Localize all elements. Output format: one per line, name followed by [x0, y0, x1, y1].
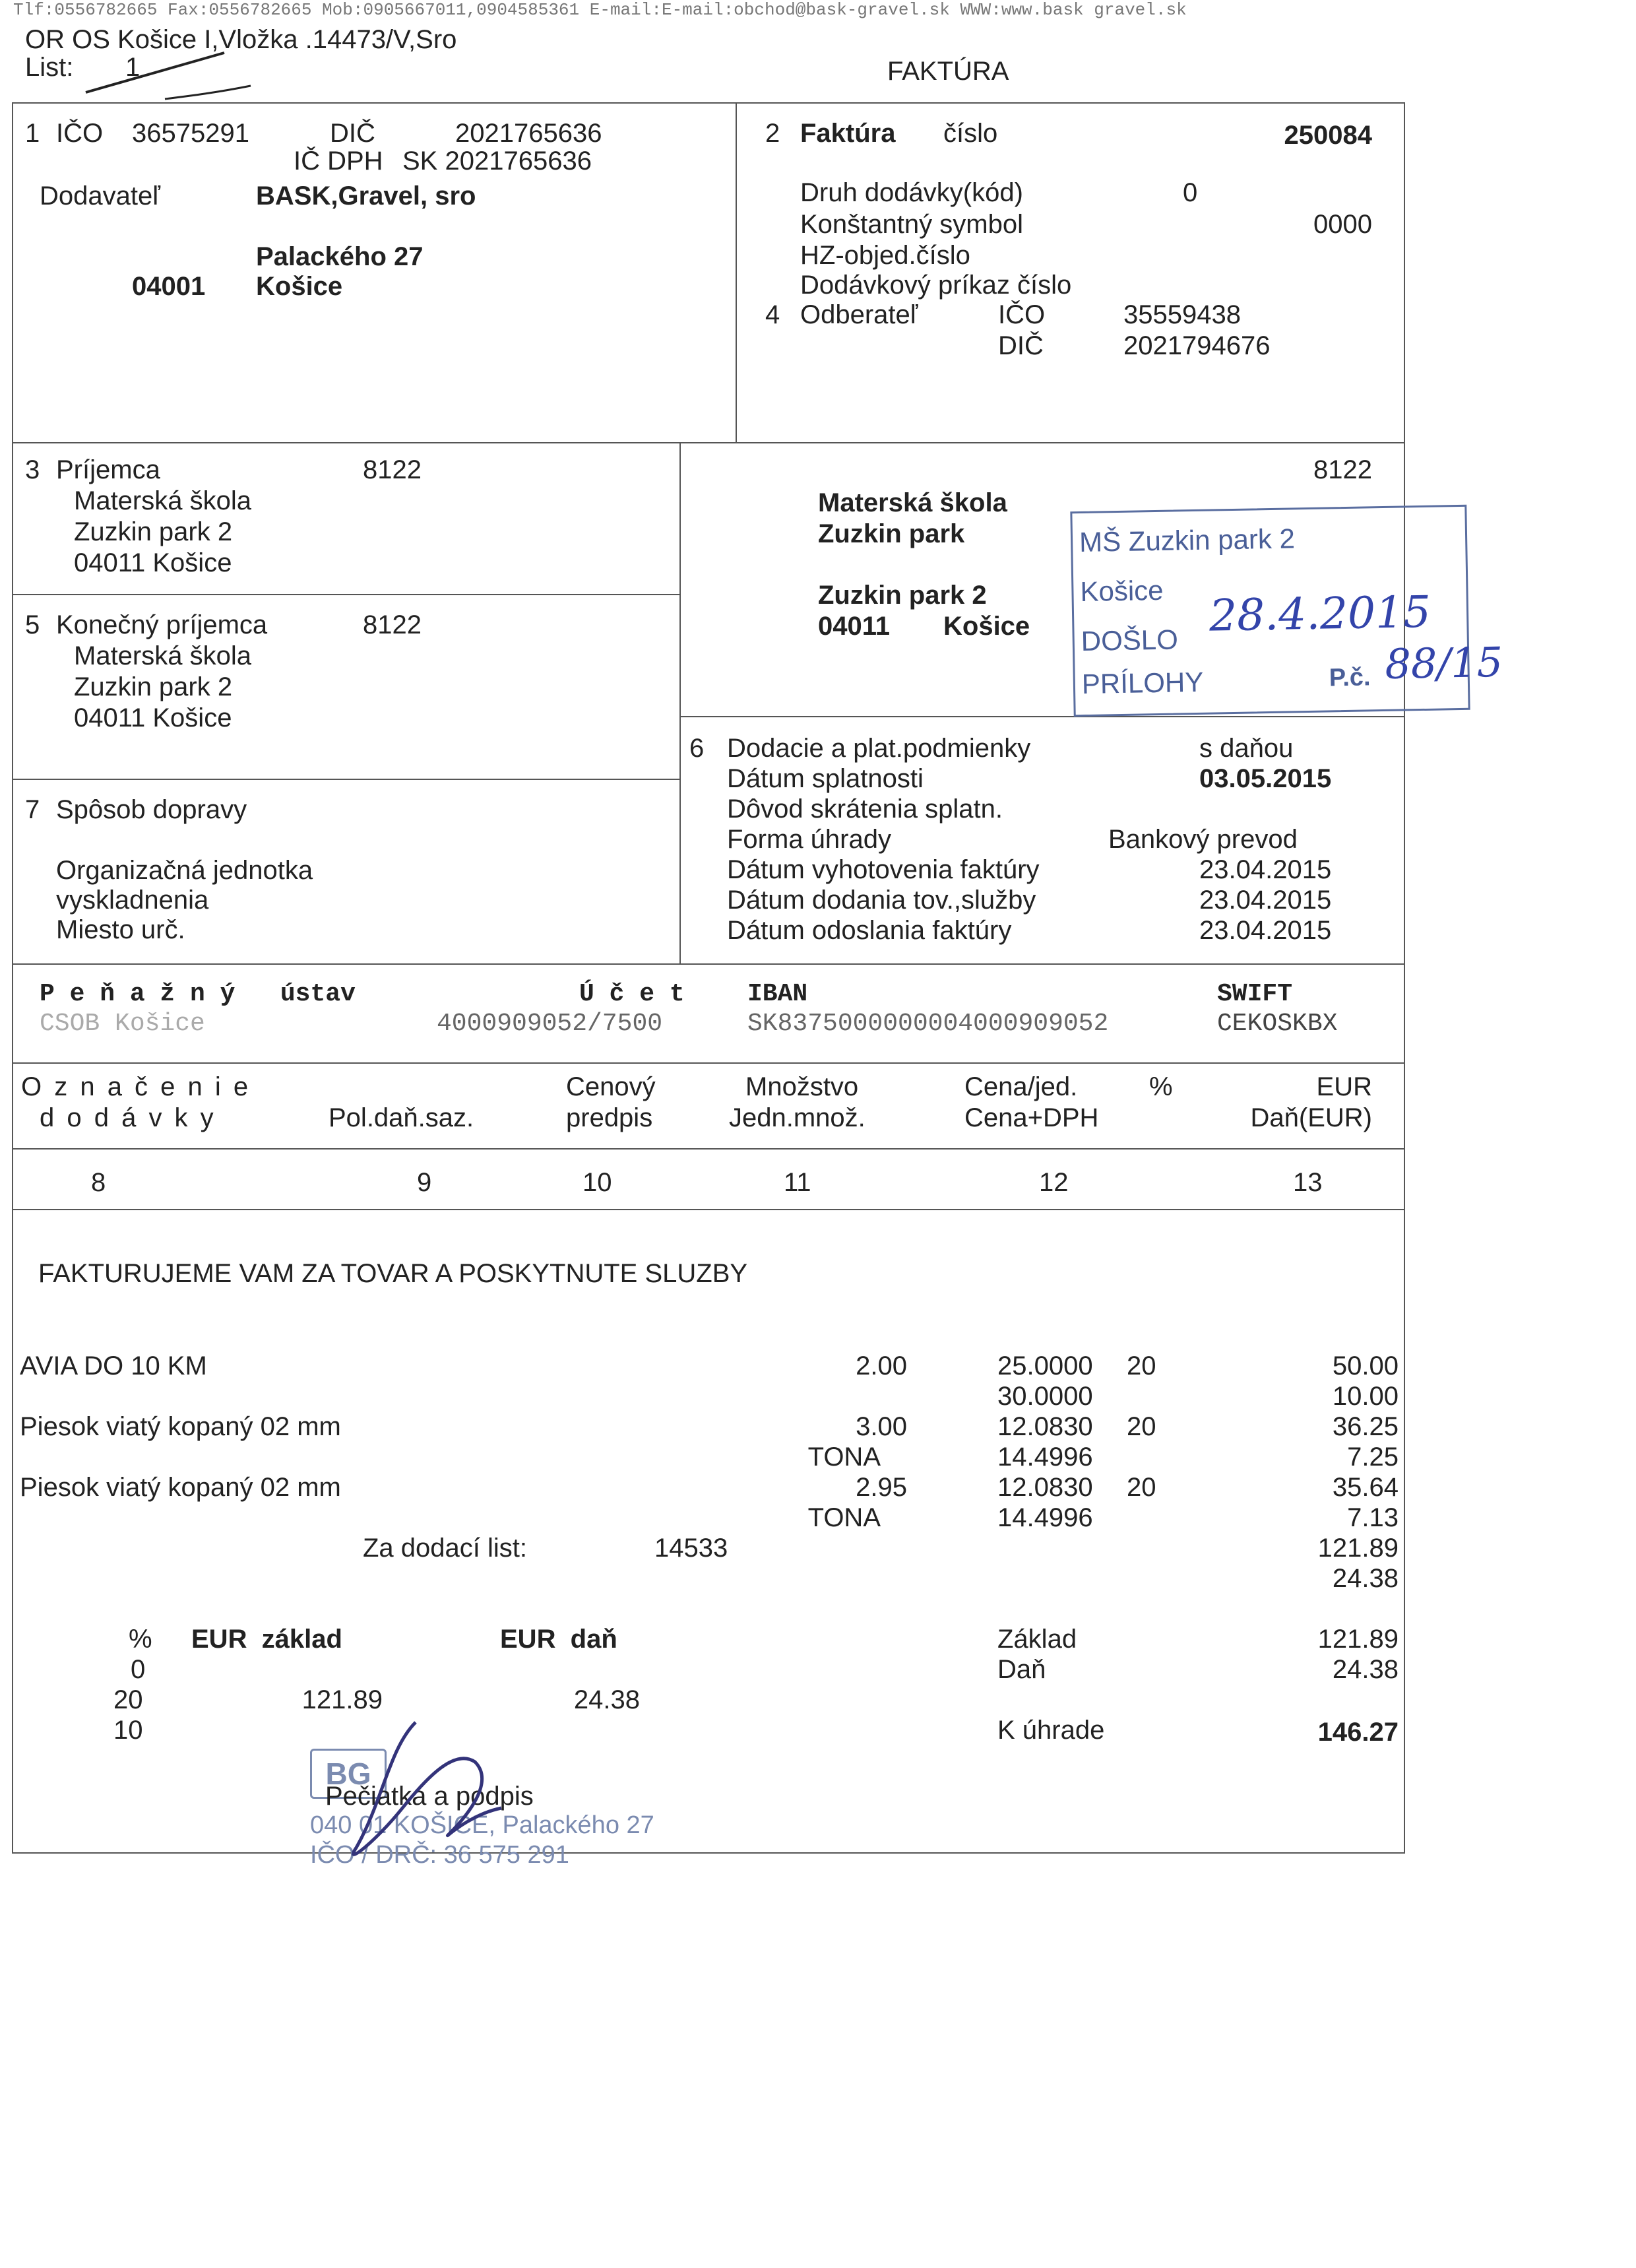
doc-title: FAKTÚRA	[887, 57, 1009, 86]
company-logo-stamp: BG	[310, 1749, 387, 1799]
stamp-doslo-date: 28.4.2015	[1209, 586, 1432, 641]
final-recipient-code: 8122	[363, 610, 422, 639]
delivery-sum-tax: 24.38	[1332, 1564, 1399, 1593]
item-total: 50.00	[1332, 1351, 1399, 1380]
final-recipient-line: Materská škola	[74, 641, 251, 670]
section-number: 2	[765, 119, 780, 148]
account-number: 4000909052/7500	[437, 1010, 663, 1038]
col-number: 9	[417, 1168, 432, 1197]
delivery-type-label: Druh dodávky(kód)	[800, 178, 1023, 207]
item-price: 25.0000	[997, 1351, 1093, 1380]
invoice-number: 250084	[1284, 121, 1372, 150]
item-unit: TONA	[807, 1503, 881, 1532]
payment-form-value: Bankový prevod	[1108, 825, 1298, 854]
bank-label: P e ň a ž n ý ústav	[40, 980, 356, 1008]
payment-form-label: Forma úhrady	[727, 825, 891, 854]
vat-base: 121.89	[301, 1685, 383, 1714]
supplier-zip: 04001	[132, 272, 206, 301]
total-due-label: K úhrade	[997, 1716, 1105, 1745]
contact-line: Tlf:0556782665 Fax:0556782665 Mob:0905667011,0904585361 E-mail:E-mail:obchod@bask-gravel.sk WWW:www.bask gravel.sk	[13, 0, 1187, 20]
delivery-note-number: 14533	[654, 1534, 728, 1563]
customer-ico: 35559438	[1123, 300, 1241, 329]
item-total: 35.64	[1332, 1473, 1399, 1502]
issue-date-value: 23.04.2015	[1199, 855, 1332, 884]
divider	[12, 594, 681, 595]
iban-label: IBAN	[747, 980, 808, 1008]
destination-label: Miesto urč.	[56, 915, 185, 944]
stamp-pc-label: P.č.	[1329, 663, 1371, 692]
col-cenovy: predpis	[566, 1103, 653, 1132]
supplier-label: Dodavateľ	[40, 181, 160, 211]
received-stamp	[1070, 505, 1503, 717]
bank-name: CSOB Košice	[40, 1010, 205, 1038]
tax-value: 24.38	[1332, 1655, 1399, 1684]
stamp-prilohy-label: PRÍLOHY	[1081, 666, 1204, 699]
vat-tax: 24.38	[573, 1685, 640, 1714]
item-price-vat: 30.0000	[997, 1382, 1093, 1411]
col-number: 11	[784, 1168, 811, 1197]
stamp-line: MŠ Zuzkin park 2	[1079, 523, 1296, 558]
company-stamp-line: IČO / DRČ: 36 575 291	[310, 1841, 569, 1869]
stamp-line: Košice	[1080, 574, 1164, 608]
invoice-number-label: číslo	[943, 119, 998, 148]
list-label: List:	[25, 53, 74, 82]
supplier-ico-label: IČO	[56, 119, 104, 148]
constant-symbol-label: Konštantný symbol	[800, 210, 1023, 239]
section-number: 5	[25, 610, 40, 639]
delivery-order-label: Dodávkový príkaz číslo	[800, 271, 1072, 300]
customer-label: Odberateľ	[800, 300, 918, 329]
divider	[12, 963, 1404, 965]
col-eur: Daň(EUR)	[1250, 1103, 1372, 1132]
company-stamp-line: 040 01 KOŠICE, Palackého 27	[310, 1811, 654, 1839]
final-recipient-label: Konečný príjemca	[56, 610, 268, 639]
recipient-line: 04011 Košice	[74, 548, 232, 577]
col-cena: Cena+DPH	[964, 1103, 1099, 1132]
section-number: 7	[25, 795, 40, 824]
divider	[679, 716, 1404, 717]
final-recipient-line: 04011 Košice	[74, 703, 232, 732]
vat-pct-header: %	[129, 1625, 152, 1654]
divider	[12, 442, 1404, 443]
delivery-sum: 121.89	[1317, 1534, 1399, 1563]
supplier-icdph: SK 2021765636	[402, 146, 592, 176]
col-mnozstvo: Množstvo	[745, 1072, 859, 1101]
item-total: 36.25	[1332, 1412, 1399, 1441]
item-name: AVIA DO 10 KM	[20, 1351, 207, 1380]
col-cenovy: Cenový	[566, 1072, 656, 1101]
terms-label: Dodacie a plat.podmienky	[727, 734, 1031, 763]
item-tax: 10.00	[1332, 1382, 1399, 1411]
vat-pct: 0	[131, 1655, 146, 1684]
section-number: 4	[765, 300, 780, 329]
vat-tax-header: EUR daň	[500, 1625, 617, 1654]
col-mnozstvo: Jedn.množ.	[729, 1103, 865, 1132]
addressee-name: Zuzkin park	[818, 519, 965, 548]
swift: CEKOSKBX	[1217, 1010, 1338, 1038]
col-percent: %	[1149, 1072, 1173, 1101]
invoice-title: Faktúra	[800, 119, 896, 148]
final-recipient-line: Zuzkin park 2	[74, 672, 233, 701]
transport-label: Spôsob dopravy	[56, 795, 247, 824]
due-date-value: 03.05.2015	[1199, 764, 1332, 793]
supplier-dic: 2021765636	[455, 119, 602, 148]
item-tax: 7.13	[1347, 1503, 1399, 1532]
account-label: Ú č e t	[579, 980, 685, 1008]
addressee-zip: 04011	[818, 612, 891, 641]
item-price-vat: 14.4996	[997, 1442, 1093, 1472]
delivery-date-label: Dátum dodania tov.,služby	[727, 886, 1036, 915]
issue-date-label: Dátum vyhotovenia faktúry	[727, 855, 1040, 884]
divider	[12, 1209, 1404, 1210]
col-oznacenie: d o d á v k y	[40, 1103, 216, 1132]
col-number: 13	[1293, 1168, 1323, 1197]
delivery-type-value: 0	[1183, 178, 1198, 207]
section-number: 6	[689, 734, 705, 763]
supplier-ico: 36575291	[132, 119, 249, 148]
iban: SK8375000000004000909052	[747, 1010, 1109, 1038]
invoice-frame	[12, 102, 1405, 1854]
item-price: 12.0830	[997, 1473, 1093, 1502]
item-vat: 20	[1127, 1351, 1156, 1380]
swift-label: SWIFT	[1217, 980, 1293, 1008]
base-label: Základ	[997, 1625, 1077, 1654]
item-qty: 2.95	[856, 1473, 907, 1502]
col-eur: EUR	[1316, 1072, 1372, 1101]
item-tax: 7.25	[1347, 1442, 1399, 1472]
sent-date-value: 23.04.2015	[1199, 916, 1332, 945]
recipient-line: Materská škola	[74, 486, 251, 515]
signature	[317, 1709, 554, 1867]
addressee-city: Košice	[943, 612, 1030, 641]
divider	[12, 1062, 1404, 1064]
col-poldan: Pol.daň.saz.	[329, 1103, 474, 1132]
stamp-pc-value: 88/15	[1384, 637, 1503, 688]
col-oznacenie: O z n a č e n i e	[21, 1072, 251, 1101]
vat-pct: 20	[113, 1685, 143, 1714]
constant-symbol-value: 0000	[1313, 210, 1372, 239]
signature-label: Pečiatka a podpis	[325, 1782, 534, 1811]
base-value: 121.89	[1317, 1625, 1399, 1654]
item-unit: TONA	[807, 1442, 881, 1472]
stamp-doslo-label: DOŠLO	[1081, 624, 1179, 657]
recipient-label: Príjemca	[56, 455, 160, 484]
delivery-note-label: Za dodací list:	[363, 1534, 528, 1563]
tax-label: Daň	[997, 1655, 1046, 1684]
delivery-date-value: 23.04.2015	[1199, 886, 1332, 915]
supplier-city: Košice	[256, 272, 343, 301]
customer-dic: 2021794676	[1123, 331, 1271, 360]
vat-pct: 10	[113, 1716, 143, 1745]
customer-dic-label: DIČ	[998, 331, 1044, 360]
item-vat: 20	[1127, 1473, 1156, 1502]
list-value: 1	[125, 53, 141, 82]
addressee-code: 8122	[1313, 455, 1372, 484]
order-number-label: HZ-objed.číslo	[800, 241, 970, 270]
org-unit-label: vyskladnenia	[56, 886, 209, 915]
item-qty: 2.00	[856, 1351, 907, 1380]
addressee-name: Materská škola	[818, 488, 1007, 517]
section-number: 3	[25, 455, 40, 484]
supplier-name: BASK,Gravel, sro	[256, 181, 476, 211]
registry-line: OR OS Košice I,Vložka .14473/V,Sro	[25, 25, 457, 54]
section-number: 1	[25, 119, 40, 148]
col-number: 8	[91, 1168, 106, 1197]
recipient-code: 8122	[363, 455, 422, 484]
item-name: Piesok viatý kopaný 02 mm	[20, 1473, 341, 1502]
body-title: FAKTURUJEME VAM ZA TOVAR A POSKYTNUTE SLUZBY	[38, 1259, 748, 1288]
due-date-label: Dátum splatnosti	[727, 764, 924, 793]
customer-ico-label: IČO	[998, 300, 1046, 329]
col-number: 12	[1039, 1168, 1069, 1197]
item-vat: 20	[1127, 1412, 1156, 1441]
org-unit-label: Organizačná jednotka	[56, 856, 313, 885]
divider	[12, 1148, 1404, 1150]
total-due-value: 146.27	[1317, 1718, 1399, 1747]
reason-label: Dôvod skrátenia splatn.	[727, 794, 1003, 824]
supplier-street: Palackého 27	[256, 242, 424, 271]
col-number: 10	[582, 1168, 612, 1197]
supplier-dic-label: DIČ	[330, 119, 375, 148]
sent-date-label: Dátum odoslania faktúry	[727, 916, 1012, 945]
col-cena: Cena/jed.	[964, 1072, 1078, 1101]
item-name: Piesok viatý kopaný 02 mm	[20, 1412, 341, 1441]
divider	[736, 102, 737, 442]
terms-value: s daňou	[1199, 734, 1294, 763]
divider	[679, 442, 681, 963]
item-qty: 3.00	[856, 1412, 907, 1441]
addressee-street: Zuzkin park 2	[818, 581, 987, 610]
recipient-line: Zuzkin park 2	[74, 517, 233, 546]
item-price-vat: 14.4996	[997, 1503, 1093, 1532]
divider	[12, 779, 681, 780]
item-price: 12.0830	[997, 1412, 1093, 1441]
supplier-icdph-label: IČ DPH	[294, 146, 383, 176]
pen-mark	[79, 46, 264, 106]
vat-base-header: EUR základ	[191, 1625, 342, 1654]
